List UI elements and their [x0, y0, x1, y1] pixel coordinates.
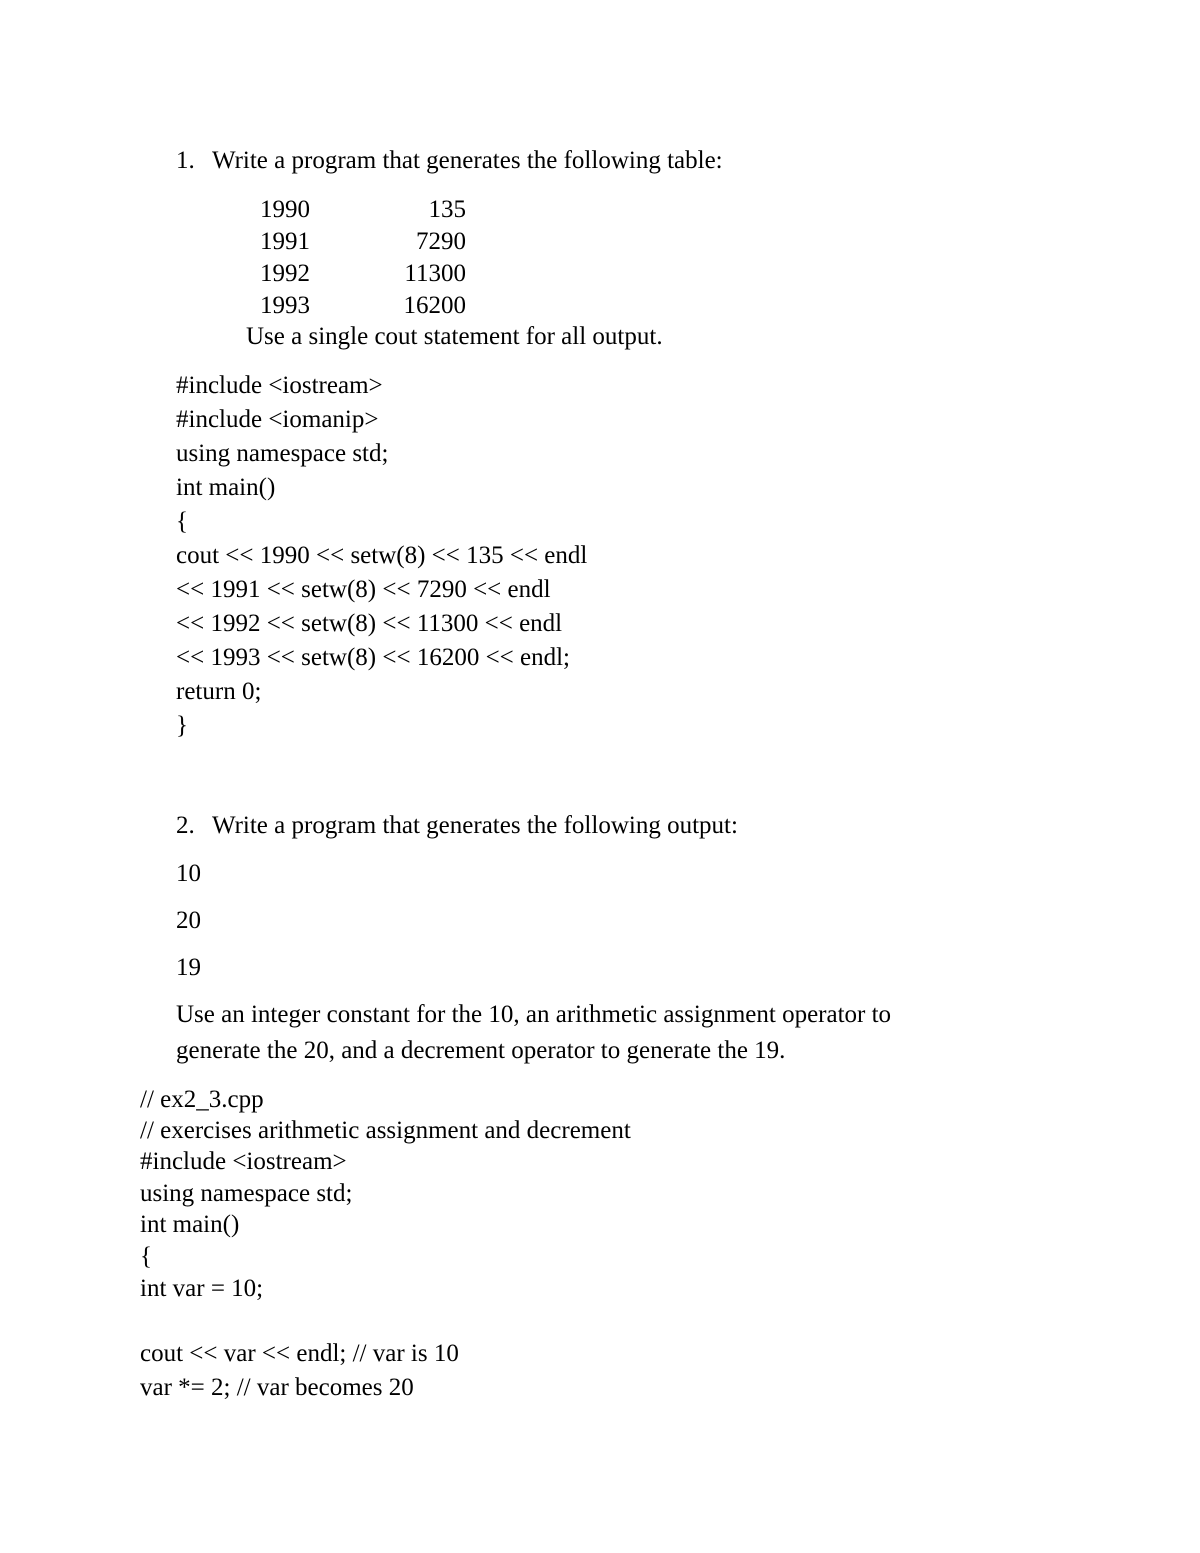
- code-line: using namespace std;: [140, 1180, 353, 1207]
- output-line: 19: [176, 954, 201, 981]
- exercise-2-prompt: Write a program that generates the following output:: [212, 812, 738, 839]
- code-line: #include <iostream>: [176, 372, 383, 399]
- code-line: {: [140, 1243, 152, 1270]
- output-line: 10: [176, 860, 201, 887]
- exercise-1-number: 1.: [176, 147, 195, 174]
- table-value: 16200: [403, 292, 466, 319]
- code-line: << 1992 << setw(8) << 11300 << endl: [176, 610, 563, 637]
- code-line: var *= 2; // var becomes 20: [140, 1374, 414, 1401]
- code-line: int main(): [140, 1211, 240, 1238]
- code-line: int var = 10;: [140, 1275, 264, 1302]
- table-year: 1991: [260, 228, 310, 255]
- exercise-1-instruction: Use a single cout statement for all output.: [246, 323, 663, 350]
- code-line: int main(): [176, 474, 276, 501]
- table-year: 1993: [260, 292, 310, 319]
- code-line: << 1991 << setw(8) << 7290 << endl: [176, 576, 551, 603]
- table-year: 1990: [260, 196, 310, 223]
- code-line: #include <iostream>: [140, 1148, 347, 1175]
- code-line: cout << var << endl; // var is 10: [140, 1340, 459, 1367]
- code-line: cout << 1990 << setw(8) << 135 << endl: [176, 542, 588, 569]
- table-value: 11300: [404, 260, 466, 287]
- code-line: return 0;: [176, 678, 262, 705]
- output-line: 20: [176, 907, 201, 934]
- code-line: {: [176, 508, 188, 535]
- table-year: 1992: [260, 260, 310, 287]
- code-line: using namespace std;: [176, 440, 389, 467]
- code-line: #include <iomanip>: [176, 406, 379, 433]
- exercise-2-number: 2.: [176, 812, 195, 839]
- exercise-2-instruction-line-1: Use an integer constant for the 10, an arithmetic assignment operator to: [176, 1001, 892, 1028]
- code-line: // ex2_3.cpp: [140, 1086, 264, 1113]
- code-line: // exercises arithmetic assignment and decrement: [140, 1117, 631, 1144]
- code-line: }: [176, 712, 188, 739]
- code-line: << 1993 << setw(8) << 16200 << endl;: [176, 644, 571, 671]
- table-value: 135: [428, 196, 466, 223]
- table-value: 7290: [416, 228, 466, 255]
- exercise-2-instruction-line-2: generate the 20, and a decrement operator to generate the 19.: [176, 1037, 786, 1064]
- exercise-1-prompt: Write a program that generates the following table:: [212, 147, 723, 174]
